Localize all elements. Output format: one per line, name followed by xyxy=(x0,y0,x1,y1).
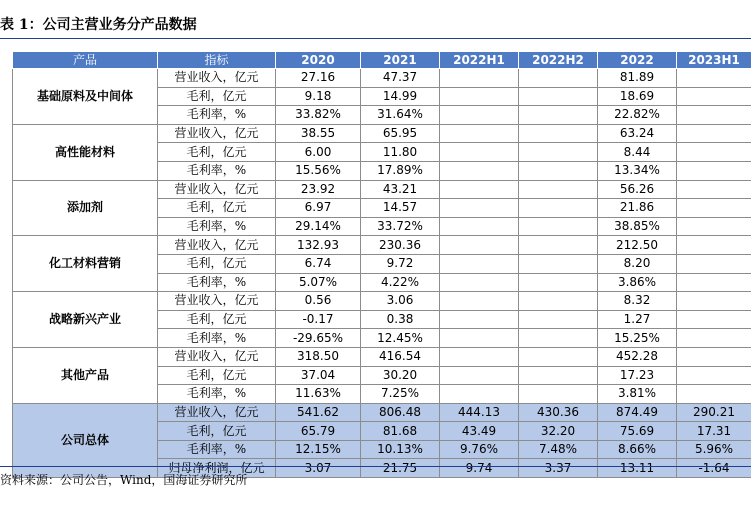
metric-cell: 营业收入，亿元 xyxy=(158,292,276,311)
value-cell: 47.37 xyxy=(361,69,440,88)
value-cell: 10.13% xyxy=(361,440,440,459)
metric-cell: 营业收入，亿元 xyxy=(158,403,276,422)
header-2022h2: 2022H2 xyxy=(519,52,598,69)
value-cell xyxy=(519,329,598,348)
value-cell: 29.14% xyxy=(276,217,361,236)
product-name-cell: 公司总体 xyxy=(13,403,158,477)
table-row xyxy=(13,236,751,255)
value-cell: 56.26 xyxy=(598,180,677,199)
metric-cell: 毛利率，% xyxy=(158,161,276,180)
value-cell xyxy=(440,124,519,143)
value-cell xyxy=(519,69,598,88)
value-cell xyxy=(440,69,519,88)
value-cell: 17.31 xyxy=(677,422,751,441)
value-cell xyxy=(440,329,519,348)
value-cell: 27.16 xyxy=(276,69,361,88)
value-cell: 8.20 xyxy=(598,254,677,273)
header-2022: 2022 xyxy=(598,52,677,69)
value-cell: 33.82% xyxy=(276,106,361,125)
value-cell xyxy=(519,87,598,106)
value-cell: 21.75 xyxy=(361,459,440,478)
metric-cell: 毛利，亿元 xyxy=(158,254,276,273)
product-name-cell: 其他产品 xyxy=(13,347,158,403)
metric-cell: 毛利率，% xyxy=(158,217,276,236)
value-cell xyxy=(677,310,751,329)
value-cell: 4.22% xyxy=(361,273,440,292)
value-cell: 22.82% xyxy=(598,106,677,125)
value-cell xyxy=(440,217,519,236)
value-cell xyxy=(677,69,751,88)
header-row xyxy=(13,52,751,69)
value-cell: 430.36 xyxy=(519,403,598,422)
value-cell: 43.21 xyxy=(361,180,440,199)
value-cell: 8.32 xyxy=(598,292,677,311)
value-cell xyxy=(440,347,519,366)
value-cell: 5.07% xyxy=(276,273,361,292)
value-cell: 318.50 xyxy=(276,347,361,366)
value-cell: 14.99 xyxy=(361,87,440,106)
value-cell: 43.49 xyxy=(440,422,519,441)
value-cell: 17.89% xyxy=(361,161,440,180)
value-cell xyxy=(440,180,519,199)
metric-cell: 营业收入，亿元 xyxy=(158,124,276,143)
value-cell xyxy=(440,310,519,329)
value-cell xyxy=(677,87,751,106)
value-cell: 541.62 xyxy=(276,403,361,422)
metric-cell: 营业收入，亿元 xyxy=(158,347,276,366)
value-cell xyxy=(440,254,519,273)
value-cell xyxy=(677,236,751,255)
header-2021: 2021 xyxy=(361,52,440,69)
value-cell xyxy=(677,217,751,236)
metric-cell: 毛利率，% xyxy=(158,385,276,404)
metric-cell: 毛利率，% xyxy=(158,273,276,292)
value-cell xyxy=(519,310,598,329)
value-cell: 30.20 xyxy=(361,366,440,385)
value-cell xyxy=(677,292,751,311)
value-cell: 3.07 xyxy=(276,459,361,478)
value-cell: 1.27 xyxy=(598,310,677,329)
value-cell xyxy=(440,87,519,106)
product-name-cell: 化工材料营销 xyxy=(13,236,158,292)
value-cell: 3.06 xyxy=(361,292,440,311)
value-cell xyxy=(440,143,519,162)
metric-cell: 毛利，亿元 xyxy=(158,366,276,385)
value-cell: 12.45% xyxy=(361,329,440,348)
value-cell xyxy=(677,385,751,404)
value-cell: -0.17 xyxy=(276,310,361,329)
footer-divider xyxy=(0,466,751,467)
value-cell xyxy=(440,161,519,180)
header-2022h1: 2022H1 xyxy=(440,52,519,69)
value-cell xyxy=(519,124,598,143)
value-cell: 11.63% xyxy=(276,385,361,404)
metric-cell: 毛利，亿元 xyxy=(158,310,276,329)
metric-cell: 毛利，亿元 xyxy=(158,143,276,162)
metric-cell: 营业收入，亿元 xyxy=(158,69,276,88)
metric-cell: 营业收入，亿元 xyxy=(158,236,276,255)
value-cell xyxy=(519,236,598,255)
value-cell: 21.86 xyxy=(598,199,677,218)
table-title: 表 1：公司主营业务分产品数据 xyxy=(0,17,197,33)
value-cell xyxy=(677,124,751,143)
value-cell xyxy=(677,273,751,292)
value-cell xyxy=(677,143,751,162)
value-cell xyxy=(519,385,598,404)
value-cell: 8.44 xyxy=(598,143,677,162)
header-2023h1: 2023H1 xyxy=(677,52,751,69)
table-row xyxy=(13,124,751,143)
product-name-cell: 高性能材料 xyxy=(13,124,158,180)
value-cell: 5.96% xyxy=(677,440,751,459)
value-cell: 13.11 xyxy=(598,459,677,478)
table-row xyxy=(13,180,751,199)
value-cell: 37.04 xyxy=(276,366,361,385)
metric-cell: 毛利率，% xyxy=(158,329,276,348)
value-cell: 9.72 xyxy=(361,254,440,273)
value-cell: -29.65% xyxy=(276,329,361,348)
metric-cell: 归母净利润，亿元 xyxy=(158,459,276,478)
value-cell: 38.55 xyxy=(276,124,361,143)
value-cell: 9.74 xyxy=(440,459,519,478)
value-cell xyxy=(440,273,519,292)
value-cell: 13.34% xyxy=(598,161,677,180)
value-cell: 31.64% xyxy=(361,106,440,125)
value-cell xyxy=(677,199,751,218)
value-cell xyxy=(677,329,751,348)
value-cell: 17.23 xyxy=(598,366,677,385)
value-cell xyxy=(519,254,598,273)
metric-cell: 毛利，亿元 xyxy=(158,87,276,106)
value-cell xyxy=(677,254,751,273)
product-name-cell: 基础原料及中间体 xyxy=(13,69,158,125)
product-data-table xyxy=(12,51,751,478)
header-2020: 2020 xyxy=(276,52,361,69)
value-cell xyxy=(440,366,519,385)
table-row xyxy=(13,69,751,88)
value-cell: 38.85% xyxy=(598,217,677,236)
value-cell xyxy=(677,106,751,125)
value-cell: 23.92 xyxy=(276,180,361,199)
product-name-cell: 添加剂 xyxy=(13,180,158,236)
value-cell: 212.50 xyxy=(598,236,677,255)
metric-cell: 毛利率，% xyxy=(158,440,276,459)
value-cell xyxy=(519,180,598,199)
value-cell: 230.36 xyxy=(361,236,440,255)
value-cell xyxy=(519,366,598,385)
value-cell: 6.00 xyxy=(276,143,361,162)
value-cell: 81.68 xyxy=(361,422,440,441)
value-cell: 3.37 xyxy=(519,459,598,478)
header-product: 产品 xyxy=(13,52,158,69)
value-cell: -1.64 xyxy=(677,459,751,478)
value-cell: 290.21 xyxy=(677,403,751,422)
value-cell: 75.69 xyxy=(598,422,677,441)
value-cell xyxy=(519,347,598,366)
value-cell xyxy=(677,180,751,199)
header-metric: 指标 xyxy=(158,52,276,69)
value-cell xyxy=(519,161,598,180)
value-cell: 65.95 xyxy=(361,124,440,143)
value-cell: 14.57 xyxy=(361,199,440,218)
value-cell: 6.97 xyxy=(276,199,361,218)
metric-cell: 毛利，亿元 xyxy=(158,199,276,218)
value-cell: 416.54 xyxy=(361,347,440,366)
value-cell: 9.18 xyxy=(276,87,361,106)
value-cell: 15.25% xyxy=(598,329,677,348)
value-cell xyxy=(440,106,519,125)
value-cell xyxy=(519,199,598,218)
value-cell: 18.69 xyxy=(598,87,677,106)
metric-cell: 毛利，亿元 xyxy=(158,422,276,441)
value-cell xyxy=(440,236,519,255)
value-cell xyxy=(519,106,598,125)
value-cell: 65.79 xyxy=(276,422,361,441)
value-cell: 7.25% xyxy=(361,385,440,404)
value-cell xyxy=(519,217,598,236)
metric-cell: 毛利率，% xyxy=(158,106,276,125)
value-cell xyxy=(440,292,519,311)
value-cell: 8.66% xyxy=(598,440,677,459)
value-cell: 874.49 xyxy=(598,403,677,422)
value-cell: 32.20 xyxy=(519,422,598,441)
table-row xyxy=(13,403,751,422)
value-cell xyxy=(440,199,519,218)
value-cell: 11.80 xyxy=(361,143,440,162)
value-cell xyxy=(519,273,598,292)
table-row xyxy=(13,347,751,366)
value-cell: 6.74 xyxy=(276,254,361,273)
value-cell: 15.56% xyxy=(276,161,361,180)
value-cell: 0.56 xyxy=(276,292,361,311)
value-cell: 132.93 xyxy=(276,236,361,255)
value-cell: 7.48% xyxy=(519,440,598,459)
table-row xyxy=(13,292,751,311)
value-cell: 63.24 xyxy=(598,124,677,143)
value-cell: 9.76% xyxy=(440,440,519,459)
value-cell: 12.15% xyxy=(276,440,361,459)
value-cell: 3.81% xyxy=(598,385,677,404)
value-cell xyxy=(440,385,519,404)
value-cell: 806.48 xyxy=(361,403,440,422)
value-cell xyxy=(519,143,598,162)
value-cell: 33.72% xyxy=(361,217,440,236)
product-name-cell: 战略新兴产业 xyxy=(13,292,158,348)
source-note: 资料来源：公司公告，Wind，国海证券研究所 xyxy=(0,473,248,487)
metric-cell: 营业收入，亿元 xyxy=(158,180,276,199)
value-cell: 81.89 xyxy=(598,69,677,88)
value-cell xyxy=(677,161,751,180)
value-cell: 452.28 xyxy=(598,347,677,366)
value-cell xyxy=(677,347,751,366)
title-divider xyxy=(0,38,751,39)
value-cell: 444.13 xyxy=(440,403,519,422)
value-cell: 0.38 xyxy=(361,310,440,329)
value-cell: 3.86% xyxy=(598,273,677,292)
table-body xyxy=(13,69,751,478)
value-cell xyxy=(519,292,598,311)
value-cell xyxy=(677,366,751,385)
